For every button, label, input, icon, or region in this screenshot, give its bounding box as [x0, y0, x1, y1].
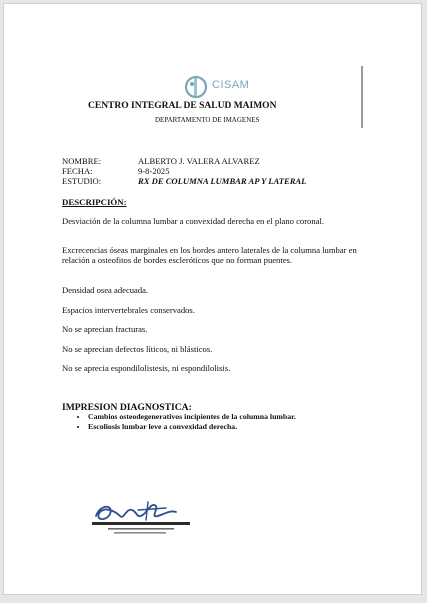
impression-title: IMPRESION DIAGNOSTICA:	[62, 402, 192, 413]
patient-info	[62, 156, 306, 186]
header-divider	[361, 66, 363, 128]
logo-text: CISAM	[212, 79, 250, 91]
signature-icon	[86, 498, 196, 542]
center-name: CENTRO INTEGRAL DE SALUD MAIMON	[88, 101, 277, 111]
impression-item: • Cambios osteodegenerativos incipientes de la columna lumbar.	[88, 412, 296, 422]
department-name: DEPARTAMENTO DE IMAGENES	[155, 116, 260, 124]
date-row	[62, 166, 306, 176]
description-paragraph: Desviación de la columna lumbar a convexidad derecha en el plano coronal.	[62, 216, 325, 226]
description-paragraph: Excrecencias óseas marginales en los bordes antero laterales de la columna lumbar en relación a osteofitos de bordes escleróticos que no forman puentes.	[62, 245, 357, 265]
date-value: 9-8-2025	[138, 166, 170, 176]
document-page	[3, 3, 422, 595]
logo-mark-icon	[180, 74, 212, 100]
name-value: ALBERTO J. VALERA ALVAREZ	[138, 156, 260, 166]
study-row	[62, 176, 306, 186]
name-label: NOMBRE:	[62, 156, 102, 166]
cisam-logo	[180, 74, 250, 100]
name-row	[62, 156, 306, 166]
description-title: DESCRIPCIÓN:	[62, 197, 127, 207]
description-paragraph: No se aprecian fracturas.	[62, 324, 148, 334]
impression-item: • Escoliosis lumbar leve a convexidad derecha.	[88, 422, 296, 432]
study-value: RX DE COLUMNA LUMBAR AP Y LATERAL	[138, 176, 307, 186]
date-label: FECHA:	[62, 166, 93, 176]
study-label: ESTUDIO:	[62, 176, 102, 186]
description-paragraph: Espacios intervertebrales conservados.	[62, 305, 195, 315]
description-paragraph: No se aprecian defectos líticos, ni blásticos.	[62, 344, 213, 354]
impression-list	[76, 412, 296, 432]
doctor-signature	[86, 498, 196, 542]
description-paragraph: No se aprecia espondilolistesis, ni espondilolisis.	[62, 363, 231, 373]
description-paragraph: Densidad osea adecuada.	[62, 285, 149, 295]
